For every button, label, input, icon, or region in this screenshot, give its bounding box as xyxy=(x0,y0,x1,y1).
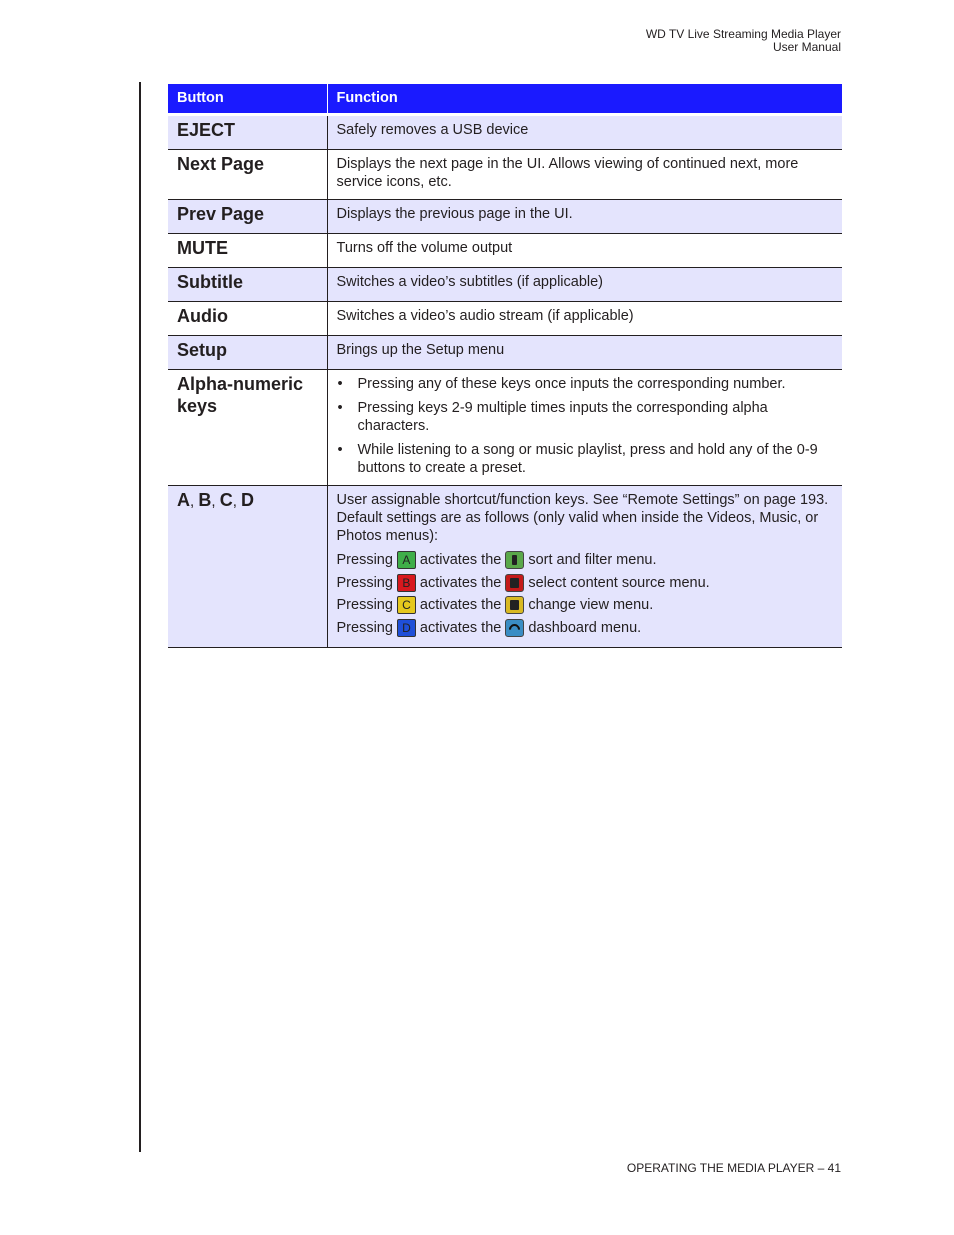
button-name: Next Page xyxy=(168,150,327,200)
bullet-list xyxy=(337,375,834,477)
header-doc-type: User Manual xyxy=(772,40,841,54)
button-name: Subtitle xyxy=(168,268,327,302)
bullet-text: While listening to a song or music playlist, press and hold any of the 0-9 buttons to create a preset. xyxy=(357,442,818,476)
button-name-abcd xyxy=(168,486,327,648)
press-line-b xyxy=(337,572,834,595)
pressing-label: Pressing xyxy=(336,574,393,591)
button-d: D xyxy=(241,490,255,510)
activates-label: activates the xyxy=(419,597,502,614)
view-mode-icon xyxy=(505,596,524,614)
menu-action: dashboard menu. xyxy=(528,619,642,636)
menu-action: sort and filter menu. xyxy=(528,552,657,569)
content-source-icon xyxy=(505,574,524,592)
c-key-icon: C xyxy=(397,596,416,614)
page-header xyxy=(646,28,841,54)
table-row-abcd xyxy=(168,486,842,648)
dashboard-icon xyxy=(505,619,524,637)
press-line-c xyxy=(337,594,834,617)
button-function: Displays the next page in the UI. Allows viewing of continued next, more service icons, etc. xyxy=(327,150,842,200)
table-row xyxy=(168,234,842,268)
table-row-alpha-numeric xyxy=(168,370,842,486)
separator: , xyxy=(190,493,199,510)
table-row xyxy=(168,115,842,150)
button-function: Displays the previous page in the UI. xyxy=(327,200,842,234)
activates-label: activates the xyxy=(419,574,502,591)
bullet-text: Pressing keys 2-9 multiple times inputs the corresponding alpha characters. xyxy=(357,400,768,434)
pressing-label: Pressing xyxy=(336,619,393,636)
button-function: Switches a video’s audio stream (if applicable) xyxy=(327,302,842,336)
button-function: Safely removes a USB device xyxy=(327,115,842,150)
button-function xyxy=(327,370,842,486)
table-row xyxy=(168,200,842,234)
activates-label: activates the xyxy=(419,619,502,636)
column-header-button: Button xyxy=(168,84,327,115)
pressing-label: Pressing xyxy=(336,597,393,614)
menu-action: change view menu. xyxy=(528,597,654,614)
b-key-icon: B xyxy=(397,574,416,592)
press-line-d xyxy=(337,617,834,640)
bullet: • xyxy=(337,442,343,458)
d-key-icon: D xyxy=(397,619,416,637)
table-row xyxy=(168,336,842,370)
page-footer xyxy=(627,1161,841,1175)
footer-section: OPERATING THE MEDIA PLAYER xyxy=(626,1161,815,1175)
list-item xyxy=(337,375,834,393)
press-line-a xyxy=(337,549,834,572)
button-name: Setup xyxy=(168,336,327,370)
button-name: Alpha-numeric keys xyxy=(168,370,327,486)
footer-page-number: – 41 xyxy=(817,1161,841,1175)
activates-label: activates the xyxy=(419,552,502,569)
table-row xyxy=(168,268,842,302)
pressing-label: Pressing xyxy=(336,552,393,569)
list-item xyxy=(337,441,834,477)
sort-filter-icon xyxy=(505,551,524,569)
button-name: Audio xyxy=(168,302,327,336)
bullet-text: Pressing any of these keys once inputs the corresponding number. xyxy=(357,376,786,392)
button-function: Turns off the volume output xyxy=(327,234,842,268)
button-function xyxy=(327,486,842,648)
bullet: • xyxy=(337,400,343,416)
button-a: A xyxy=(177,490,190,510)
table-row xyxy=(168,150,842,200)
separator: , xyxy=(211,493,220,510)
button-c: C xyxy=(219,490,233,510)
button-function-table xyxy=(168,84,842,648)
menu-action: select content source menu. xyxy=(528,574,710,591)
a-key-icon: A xyxy=(397,551,416,569)
header-product: WD TV Live Streaming Media Player xyxy=(645,27,841,41)
separator: , xyxy=(232,493,242,510)
table-row xyxy=(168,302,842,336)
left-margin-rule xyxy=(139,82,141,1152)
button-b: B xyxy=(198,490,212,510)
bullet: • xyxy=(337,376,343,392)
table-header-row xyxy=(168,84,842,115)
abcd-intro: User assignable shortcut/function keys. See “Remote Settings” on page 193. Default settings are as follows (only valid when inside the Videos, Music, or Photos menus): xyxy=(336,492,829,544)
button-function: Switches a video’s subtitles (if applicable) xyxy=(327,268,842,302)
button-name: Prev Page xyxy=(168,200,327,234)
button-name: MUTE xyxy=(168,234,327,268)
column-header-function: Function xyxy=(327,84,842,115)
button-name: EJECT xyxy=(168,115,327,150)
list-item xyxy=(337,399,834,435)
button-function: Brings up the Setup menu xyxy=(327,336,842,370)
